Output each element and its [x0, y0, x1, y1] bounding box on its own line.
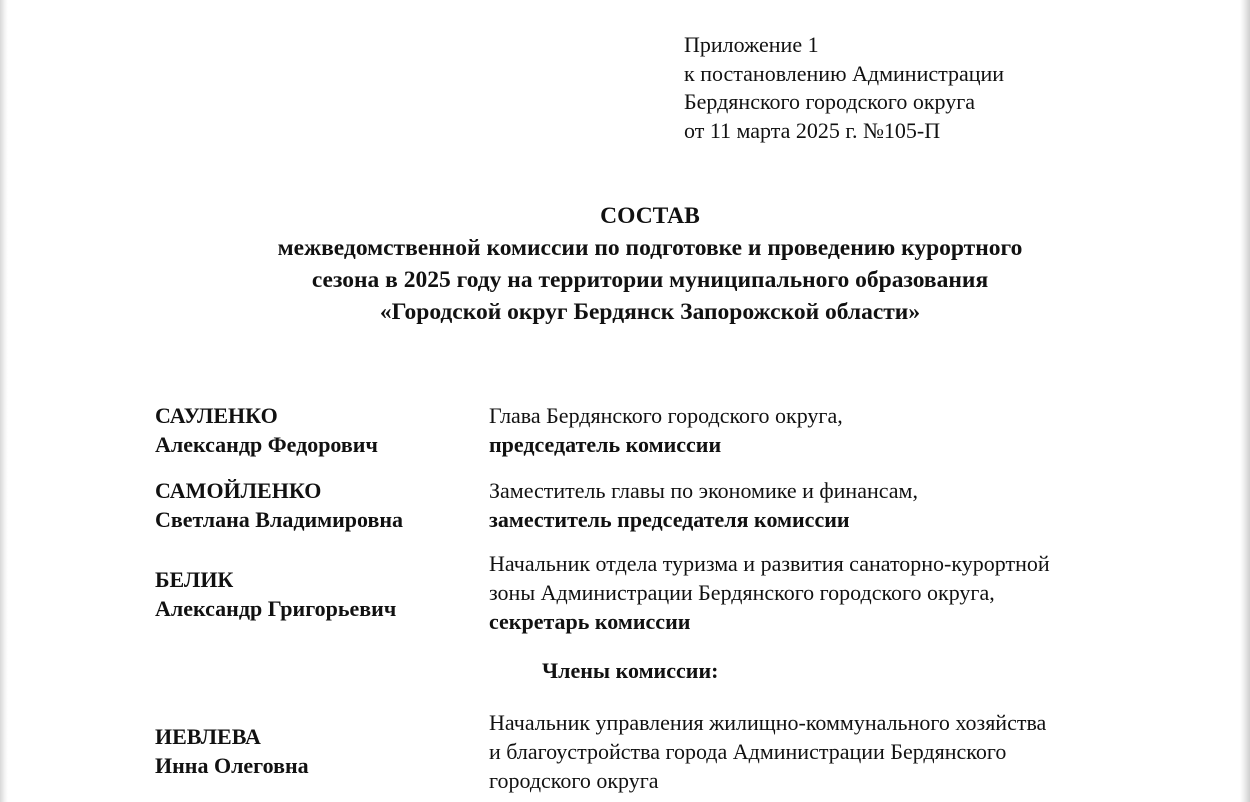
role-title: заместитель председателя комиссии: [489, 507, 850, 532]
appendix-line: к постановлению Администрации: [684, 60, 1005, 86]
member-surname: САМОЙЛЕНКО: [155, 478, 322, 503]
role-title: секретарь комиссии: [489, 609, 691, 634]
members-heading: Члены комиссии:: [542, 658, 719, 683]
member-role: [489, 401, 843, 459]
member-given-name: Александр Григорьевич: [155, 596, 397, 621]
member-name: [155, 401, 378, 459]
member-name: [155, 565, 396, 623]
appendix-line: Бердянского городского округа: [684, 89, 976, 114]
role-title: председатель комиссии: [489, 432, 722, 457]
title-line: межведомственной комиссии по подготовке и проведению курортного: [277, 235, 1023, 261]
member-surname: ИЕВЛЕВА: [155, 724, 261, 749]
role-line: и благоустройства города Администрации Бердянского: [489, 739, 1007, 764]
member-surname: САУЛЕНКО: [155, 403, 278, 428]
member-given-name: Инна Олеговна: [155, 753, 309, 778]
title-line: СОСТАВ: [600, 203, 700, 229]
title-line: «Городской округ Бердянск Запорожской области»: [379, 299, 921, 325]
member-role: [489, 708, 1046, 795]
member-name: [155, 476, 403, 534]
member-role: [489, 549, 1050, 636]
member-given-name: Александр Федорович: [155, 432, 378, 457]
member-given-name: Светлана Владимировна: [155, 507, 404, 532]
appendix-line: Приложение 1: [684, 32, 819, 57]
role-line: Начальник управления жилищно-коммунального хозяйства: [489, 710, 1047, 735]
role-line: Начальник отдела туризма и развития санаторно-курортной: [489, 551, 1050, 576]
appendix-line: от 11 марта 2025 г. №105-П: [684, 117, 941, 143]
page-edge-right: [1240, 0, 1250, 802]
title-line: сезона в 2025 году на территории муниципального образования: [311, 267, 989, 293]
member-surname: БЕЛИК: [155, 567, 234, 592]
role-line: Заместитель главы по экономике и финансам,: [489, 478, 918, 503]
role-line: Глава Бердянского городского округа,: [489, 403, 843, 428]
page-edge-left: [0, 0, 8, 802]
document-title: [0, 200, 1250, 328]
member-name: [155, 722, 309, 780]
member-role: [489, 476, 918, 534]
role-line: зоны Администрации Бердянского городского округа,: [489, 580, 995, 605]
role-line: городского округа: [489, 768, 659, 793]
appendix-header: [684, 31, 1004, 145]
